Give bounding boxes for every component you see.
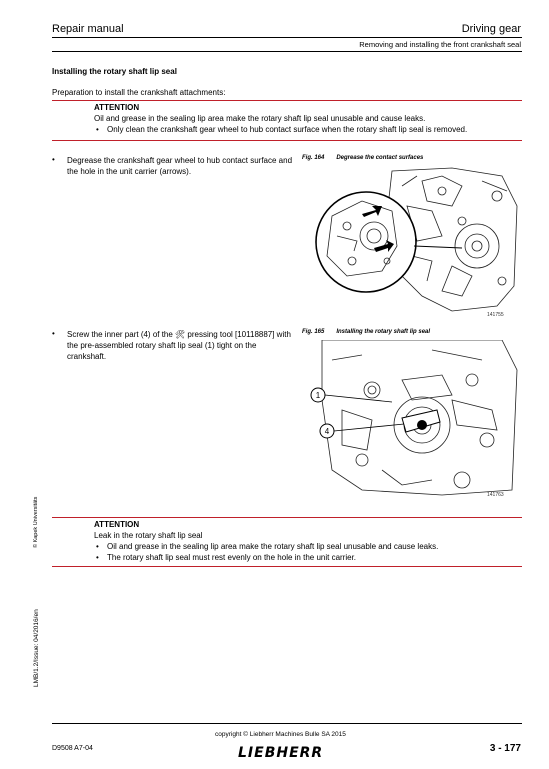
footer-rule <box>52 723 522 724</box>
side-doc-id: LMB/1.2/Issue: 04/2016/en <box>33 609 40 687</box>
footer-doc-id: D9508 A7-04 <box>52 745 93 752</box>
step1-bullet: • <box>52 155 55 164</box>
attention-top-bullet: Only clean the crankshaft gear wheel to hub contact surface when the rotary shaft lip seal is removed. <box>107 125 468 134</box>
attention-bottom-rule-lower <box>52 566 522 567</box>
step1-text: Degrease the crankshaft gear wheel to hub contact surface and the hole in the unit carrier (arrows). <box>67 156 293 176</box>
fig165-id: 141763 <box>487 492 504 498</box>
side-copyright: © Kapek Universitäts <box>33 496 39 548</box>
attention-bottom-line: Leak in the rotary shaft lip seal <box>94 531 203 540</box>
header-left-title: Repair manual <box>52 23 124 35</box>
fig164-number: Fig. 164 <box>302 155 325 161</box>
step2-text: Screw the inner part (4) of the 🛠 pressing tool [10118887] with the pre-assembled rotary shaft lip seal (1) tight on the crankshaft. <box>67 330 291 361</box>
header-rule-2 <box>52 51 522 52</box>
page-number: 3 - 177 <box>489 743 521 754</box>
attention-top-rule-lower <box>52 140 522 141</box>
section-title: Installing the rotary shaft lip seal <box>52 67 177 76</box>
header-subtitle: Removing and installing the front crankshaft seal <box>359 40 521 49</box>
fig164-caption <box>302 155 423 161</box>
callout-4: 4 <box>324 427 330 436</box>
attention-bottom-bullet1: Oil and grease in the sealing lip area make the rotary shaft lip seal unusable and cause leaks. <box>107 542 439 551</box>
footer-copyright: copyright © Liebherr Machines Bulle SA 2015 <box>215 731 346 738</box>
attention-top-line: Oil and grease in the sealing lip area make the rotary shaft lip seal unusable and cause leaks. <box>94 114 426 123</box>
attention-bottom-bullet2-mark: • <box>96 553 99 562</box>
attention-top-bullet-mark: • <box>96 125 99 134</box>
attention-bottom-rule-upper <box>52 517 522 518</box>
header-right-title: Driving gear <box>461 23 521 35</box>
fig165-title: Installing the rotary shaft lip seal <box>336 329 431 335</box>
fig164-title: Degrease the contact surfaces <box>336 155 424 161</box>
attention-bottom-bullet2: The rotary shaft lip seal must rest evenly on the hole in the unit carrier. <box>107 553 357 562</box>
fig165-image <box>302 340 520 498</box>
liebherr-logo: LIEBHERR <box>238 745 324 761</box>
callout-1: 1 <box>315 391 321 400</box>
fig165-number: Fig. 165 <box>302 329 325 335</box>
attention-bottom-title: ATTENTION <box>94 520 140 529</box>
fig164-image <box>302 166 520 318</box>
header-rule <box>52 37 522 38</box>
attention-top-title: ATTENTION <box>94 103 140 112</box>
attention-bottom-bullet1-mark: • <box>96 542 99 551</box>
fig164-id: 141755 <box>487 312 504 318</box>
preparation-text: Preparation to install the crankshaft attachments: <box>52 88 226 97</box>
attention-top-rule-upper <box>52 100 522 101</box>
step2-bullet: • <box>52 329 55 338</box>
fig165-caption <box>302 329 430 335</box>
